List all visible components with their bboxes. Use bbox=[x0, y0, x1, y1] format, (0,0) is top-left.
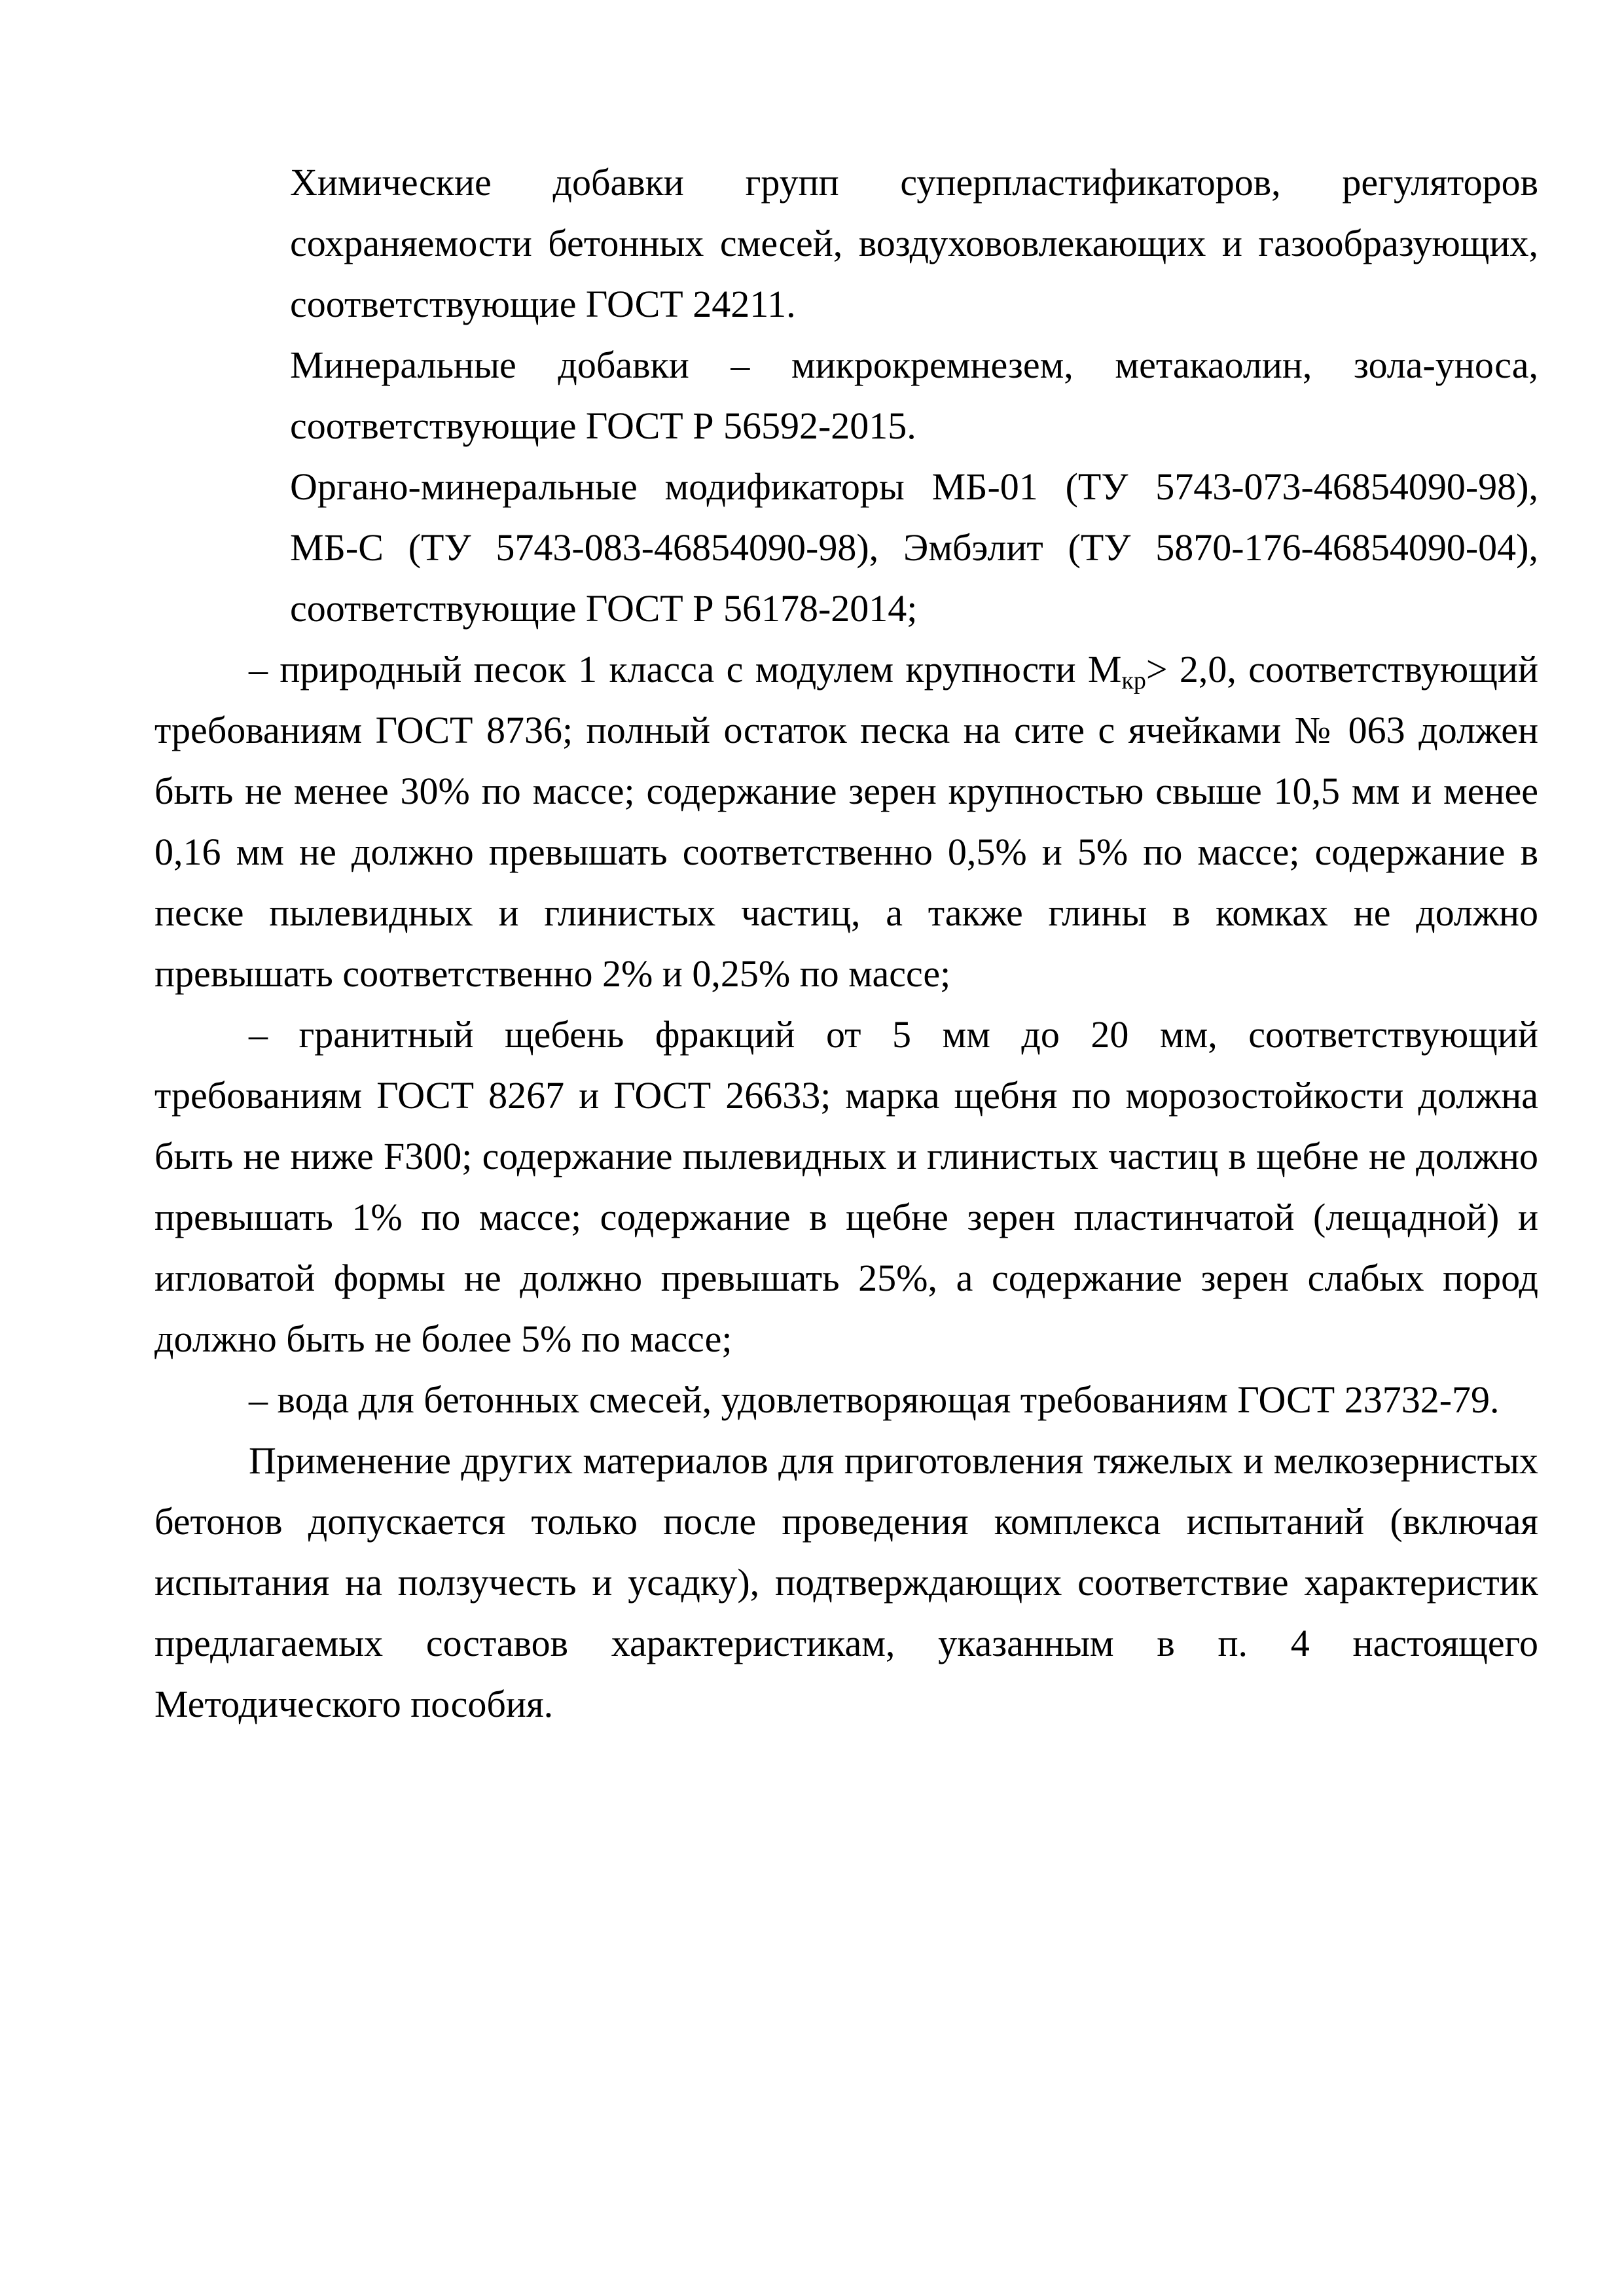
paragraph-granite-gravel: – гранитный щебень фракций от 5 мм до 20 мм, соответствующий требованиям ГОСТ 8267 и ГОСТ 26633; марка щебня по морозостойкости должна быть не ниже F300; содержание пылевидных и глинистых частиц в щебне не должно превышать 1% по массе; содержание в щебне зерен пластинчатой (лещадной) и игловатой формы не должно превышать 25%, а содержание зерен слабых пород должно быть не более 5% по массе; bbox=[154, 1013, 1538, 1360]
modulus-subscript: кр bbox=[1121, 667, 1146, 694]
paragraph-mineral-additives: Минеральные добавки – микрокремнезем, метакаолин, зола-уноса, соответствующие ГОСТ Р 56592-2015. bbox=[290, 344, 1538, 447]
body-text bbox=[154, 152, 1538, 1734]
sand-text-end: > 2,0, соответствующий требованиям ГОСТ 8736; полный остаток песка на сите с ячейками № 063 должен быть не менее 30% по массе; содержание зерен крупностью свыше 10,5 мм и менее 0,16 мм не должно превышать соответственно 0,5% и 5% по массе; содержание в песке пылевидных и глинистых частиц, а также глины в комках не должно превышать соответственно 2% и 0,25% по массе; bbox=[154, 648, 1538, 995]
paragraph-natural-sand bbox=[154, 639, 1538, 1004]
sand-text-start: – природный песок 1 класса с модулем крупности М bbox=[249, 648, 1122, 691]
paragraph-other-materials: Применение других материалов для приготовления тяжелых и мелкозернистых бетонов допускается только после проведения комплекса испытаний (включая испытания на ползучесть и усадку), подтверждающих соответствие характеристик предлагаемых составов характеристикам, указанным в п. 4 настоящего Методического пособия. bbox=[154, 1439, 1538, 1725]
paragraph-chemical-additives: Химические добавки групп суперпластификаторов, регуляторов сохраняемости бетонных смесей, воздухововлекающих и газообразующих, соответствующие ГОСТ 24211. bbox=[290, 161, 1538, 325]
paragraph-water: – вода для бетонных смесей, удовлетворяющая требованиям ГОСТ 23732-79. bbox=[249, 1378, 1500, 1421]
paragraph-organo-mineral-modifiers: Органо-минеральные модификаторы МБ-01 (ТУ 5743-073-46854090-98), МБ-С (ТУ 5743-083-46854090-98), Эмбэлит (ТУ 5870-176-46854090-04), соответствующие ГОСТ Р 56178-2014; bbox=[290, 465, 1538, 630]
